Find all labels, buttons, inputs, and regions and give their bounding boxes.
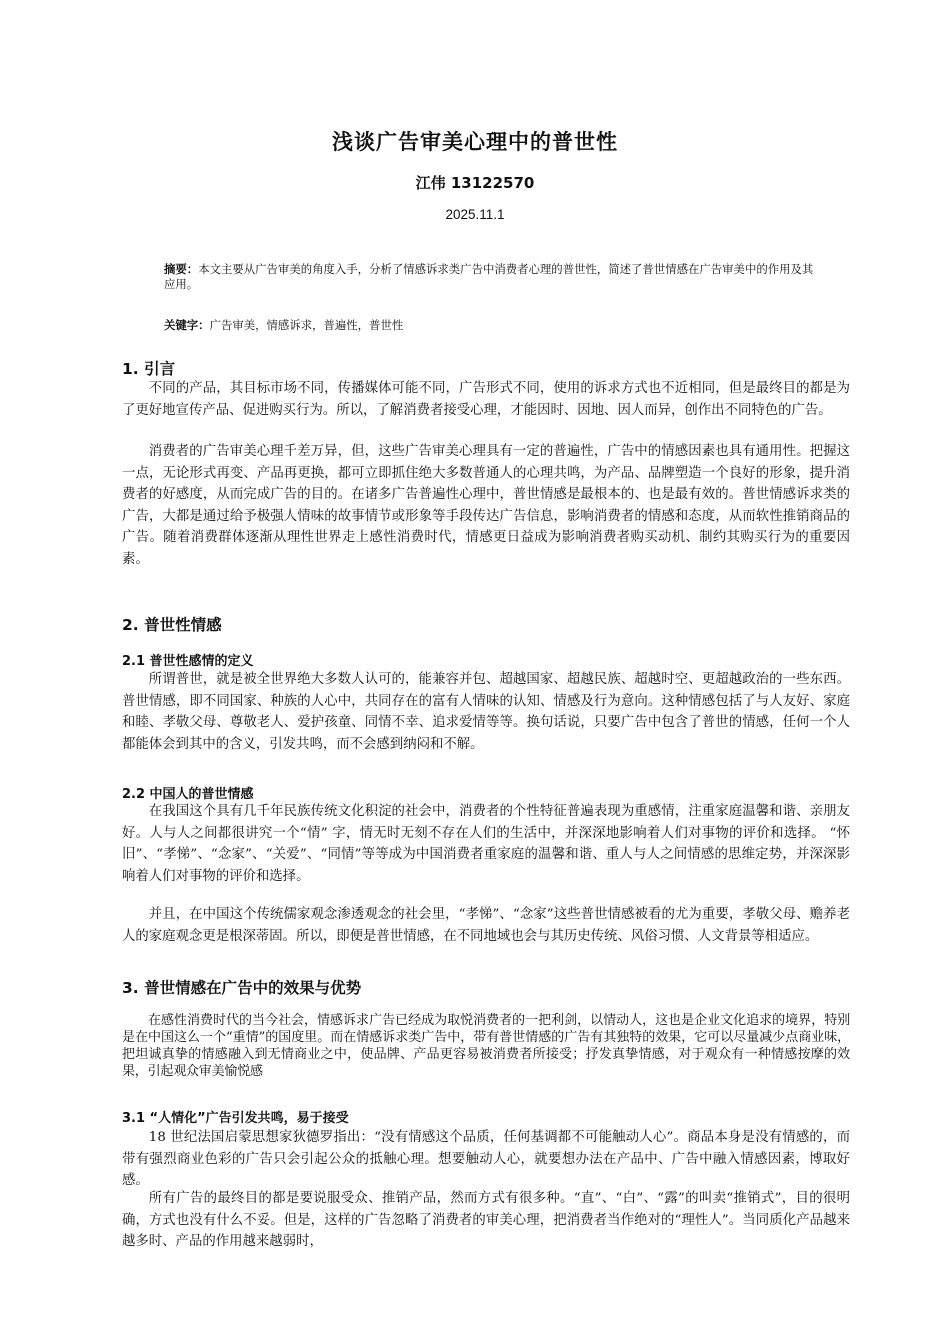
section-1-heading: 1. 引言 bbox=[122, 360, 176, 378]
abstract-text: 本文主要从广告审美的角度入手，分析了情感诉求类广告中消费者心理的普世性，简述了普世情感在广告审美中的作用及其应用。 bbox=[164, 262, 814, 291]
section-1-paragraph-1: 不同的产品，其目标市场不同，传播媒体可能不同，广告形式不同，使用的诉求方式也不近相同，但是最终目的都是为了更好地宣传产品、促进购买行为。所以，了解消费者接受心理，才能因时、因地、因人而异，创作出不同特色的广告。 bbox=[122, 381, 850, 418]
abstract-label: 摘要： bbox=[164, 262, 199, 276]
section-2-2-paragraph-1: 在我国这个具有几千年民族传统文化积淀的社会中，消费者的个性特征普遍表现为重感情，注重家庭温馨和谐、亲朋友好。人与人之间都很讲究一个“情” 字，情无时无刻不存在人们的生活中，并深深地影响着人们对事物的评价和选择。 “怀旧”、“孝悌”、“念家”、“关爱”、“同情”等等成为中国消费者重家庭的温馨和谐、重人与人之间情感的思维定势，并深深影响着人们对事物的评价和选择。 bbox=[122, 804, 850, 884]
section-2-1-paragraph-1: 所谓普世，就是被全世界绝大多数人认可的，能兼容并包、超越国家、超越民族、超越时空、更超越政治的一些东西。普世情感，即不同国家、种族的人心中，共同存在的富有人情味的认知、情感及行为意向。这种情感包括了与人友好、家庭和睦、孝敬父母、尊敬老人、爱护孩童、同情不幸、追求爱情等等。换句话说，只要广告中包含了普世的情感，任何一个人都能体会到其中的含义，引发共鸣，而不会感到纳闷和不解。 bbox=[122, 672, 850, 752]
abstract bbox=[164, 262, 824, 292]
section-3-1-heading: 3.1 “人情化”广告引发共鸣，易于接受 bbox=[122, 1111, 349, 1126]
section-2-1-heading: 2.1 普世性感情的定义 bbox=[122, 654, 254, 669]
section-2-2-paragraph-2: 并且，在中国这个传统儒家观念渗透观念的社会里，“孝悌”、“念家”这些普世情感被看的尤为重要，孝敬父母、赡养老人的家庭观念更是根深蒂固。所以，即便是普世情感，在不同地域也会与其历史传统、风俗习惯、人文背景等相适应。 bbox=[122, 907, 850, 944]
author-line: 江伟 13122570 bbox=[415, 174, 535, 192]
section-3-heading: 3. 普世情感在广告中的效果与优势 bbox=[122, 979, 362, 997]
section-3-1-paragraph-1: 18 世纪法国启蒙思想家狄德罗指出：“没有情感这个品质，任何基调都不可能触动人心”。商品本身是没有情感的，而带有强烈商业色彩的广告只会引起公众的抵触心理。想要触动人心，就要想办法在产品中、广告中融入情感因素，博取好感。 bbox=[122, 1130, 850, 1188]
section-3-1-paragraph-2: 所有广告的最终目的都是要说服受众、推销产品，然而方式有很多种。“直”、“白”、“露”的叫卖“推销式”，目的很明确，方式也没有什么不妥。但是，这样的广告忽略了消费者的审美心理，把消费者当作绝对的“理性人”。当同质化产品越来越多时、产品的作用越来越弱时， bbox=[122, 1191, 850, 1249]
paper-title: 浅谈广告审美心理中的普世性 bbox=[332, 130, 618, 154]
section-1-paragraph-2: 消费者的广告审美心理千差万异，但，这些广告审美心理具有一定的普遍性，广告中的情感因素也具有通用性。把握这一点，无论形式再变、产品再更换，都可立即抓住绝大多数普通人的心理共鸣，为产品、品牌塑造一个良好的形象，提升消费者的好感度，从而完成广告的目的。在诸多广告普遍性心理中，普世情感是最根本的、也是最有效的。普世情感诉求类的广告，大都是通过给予极强人情味的故事情节或形象等手段传达广告信息，影响消费者的情感和态度，从而软性推销商品的广告。随着消费群体逐渐从理性世界走上感性消费时代，情感更日益成为影响消费者购买动机、制约其购买行为的重要因素。 bbox=[122, 444, 850, 567]
keywords-text: 广告审美，情感诉求，普遍性，普世性 bbox=[209, 318, 404, 332]
keywords-label: 关键字： bbox=[164, 318, 210, 332]
keywords bbox=[164, 318, 824, 333]
section-3-paragraph-1: 在感性消费时代的当今社会，情感诉求广告已经成为取悦消费者的一把利剑，以情动人，这也是企业文化追求的境界，特别是在中国这么一个“重情”的国度里。而在情感诉求类广告中，带有普世情感的广告有其独特的效果，它可以尽量减少点商业味，把坦诚真挚的情感融入到无情商业之中，使品牌、产品更容易被消费者所接受；抒发真挚情感，对于观众有一种情感按摩的效果，引起观众审美愉悦感 bbox=[122, 1013, 850, 1079]
date-line: 2025.11.1 bbox=[445, 207, 505, 222]
section-2-2-heading: 2.2 中国人的普世情感 bbox=[122, 787, 254, 802]
section-2-heading: 2. 普世性情感 bbox=[122, 616, 222, 634]
